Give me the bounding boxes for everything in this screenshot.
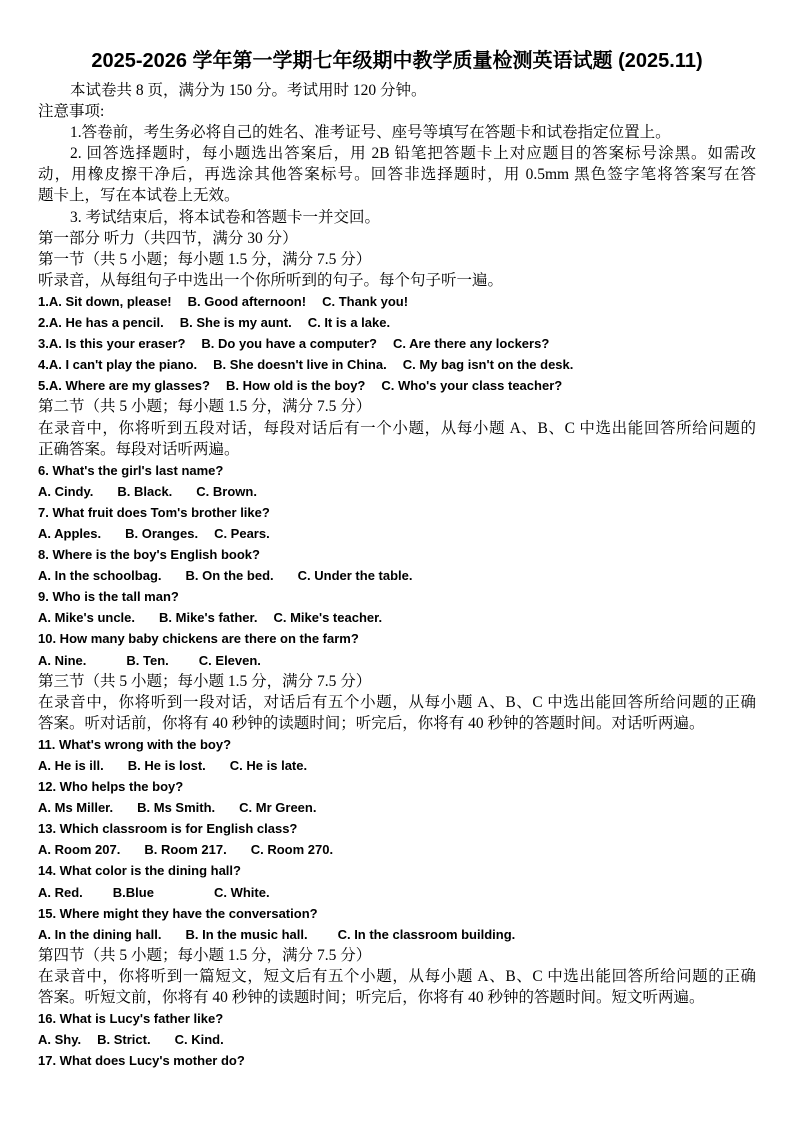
option-b: B. Room 217. <box>144 842 227 858</box>
option-c: C. Thank you! <box>322 293 409 309</box>
option-b: B.Blue <box>112 884 154 900</box>
question-16-options <box>38 1029 756 1050</box>
section-2-instruction-line-1: 在录音中，你将听到五段对话，每段对话后有一个小题，从每小题 A、B、C 中选出能回答所给问题的 <box>38 419 756 437</box>
question-6-options <box>38 481 756 502</box>
question-7-options <box>38 523 756 544</box>
option-c: C. Are there any lockers? <box>392 336 550 352</box>
exam-title: 2025-2026 学年第一学期七年级期中教学质量检测英语试题 (2025.11) <box>91 50 703 72</box>
option-a: A. Sit down, please! <box>48 293 172 309</box>
question-10-stem: 10. How many baby chickens are there on the farm? <box>38 631 359 647</box>
notice-2-line-3: 题卡上，写在本试卷上无效。 <box>38 187 240 205</box>
question-number: 1. <box>38 293 49 309</box>
question-15-stem: 15. Where might they have the conversation? <box>38 905 318 921</box>
option-a: A. Apples. <box>38 525 102 541</box>
question-number: 2. <box>38 315 49 331</box>
option-b: B. She doesn't live in China. <box>213 357 387 373</box>
question-8-stem: 8. Where is the boy's English book? <box>38 547 260 563</box>
option-c: C. Eleven. <box>198 652 261 668</box>
notice-3-line-1: 3. 考试结束后，将本试卷和答题卡一并交回。 <box>70 208 381 226</box>
question-12-options <box>38 797 756 818</box>
option-c: C. He is late. <box>229 758 308 773</box>
option-c: C. Room 270. <box>250 842 334 858</box>
option-c: C. Brown. <box>196 483 257 499</box>
option-a: A. In the schoolbag. <box>38 568 162 584</box>
question-9-stem: 9. Who is the tall man? <box>38 589 179 605</box>
option-c: C. White. <box>213 884 270 900</box>
question-4 <box>38 354 756 375</box>
section-3-instruction-line-2: 答案。听对话前，你将有 40 秒钟的读题时间；听完后，你将有 40 秒钟的答题时间。对话听两遍。 <box>38 714 705 732</box>
option-a: A. Nine. <box>38 652 87 668</box>
question-9-options <box>38 607 756 628</box>
option-c: C. Who's your class teacher? <box>381 378 563 394</box>
option-b: B. He is lost. <box>127 758 206 773</box>
option-b: B. Strict. <box>97 1032 151 1048</box>
option-b: B. Ten. <box>126 652 169 668</box>
question-8-options <box>38 565 756 586</box>
option-b: B. Mike's father. <box>159 610 258 626</box>
notice-2-line-2: 动，用橡皮擦干净后，再选涂其他答案标号。回答非选择题时，用 0.5mm 黑色签字笔将答案写在答 <box>38 166 756 184</box>
part-1-heading: 第一部分 听力（共四节，满分 30 分） <box>38 229 298 247</box>
question-1 <box>38 291 756 312</box>
option-b: B. Do you have a computer? <box>201 336 377 352</box>
section-4-instruction-line-2: 答案。听短文前，你将有 40 秒钟的读题时间；听完后，你将有 40 秒钟的答题时间。短文听两遍。 <box>38 989 705 1007</box>
option-b: B. Ms Smith. <box>137 800 216 816</box>
question-number: 3. <box>38 336 49 352</box>
notice-1-line-1: 1.答卷前，考生务必将自己的姓名、准考证号、座号等填写在答题卡和试卷指定位置上。 <box>70 124 671 142</box>
option-a: A. Room 207. <box>38 842 121 858</box>
question-14-options <box>38 882 756 903</box>
question-2 <box>38 312 756 333</box>
question-number: 4. <box>38 357 49 373</box>
question-12-stem: 12. Who helps the boy? <box>38 779 184 795</box>
option-a: A. In the dining hall. <box>38 926 162 942</box>
option-c: C. My bag isn't on the desk. <box>402 357 574 373</box>
option-a: A. Red. <box>38 884 83 900</box>
question-13-options <box>38 839 756 860</box>
option-a: A. He is ill. <box>38 758 104 773</box>
notice-2-line-1: 2. 回答选择题时，每小题选出答案后，用 2B 铅笔把答题卡上对应题目的答案标号涂黑。如需改 <box>70 145 756 163</box>
section-3-heading: 第三节（共 5 小题；每小题 1.5 分，满分 7.5 分） <box>38 672 372 690</box>
option-c: C. Under the table. <box>297 568 413 584</box>
notice-heading: 注意事项: <box>38 103 105 121</box>
exam-content <box>38 80 756 1071</box>
question-13-stem: 13. Which classroom is for English class? <box>38 821 298 837</box>
option-a: A. I can't play the piano. <box>48 357 198 373</box>
option-b: B. Good afternoon! <box>187 293 307 309</box>
question-number: 5. <box>38 378 49 394</box>
option-a: A. Cindy. <box>38 483 94 499</box>
question-3 <box>38 333 756 354</box>
question-10-options <box>38 650 756 671</box>
question-15-options <box>38 924 756 945</box>
section-2-heading: 第二节（共 5 小题；每小题 1.5 分，满分 7.5 分） <box>38 398 372 416</box>
section-3-instruction-line-1: 在录音中，你将听到一段对话，对话后有五个小题，从每小题 A、B、C 中选出能回答所给问题的正确 <box>38 693 756 711</box>
question-17-stem: 17. What does Lucy's mother do? <box>38 1053 245 1069</box>
option-a: A. He has a pencil. <box>48 315 164 331</box>
section-1-instruction: 听录音，从每组句子中选出一个你所听到的句子。每个句子听一遍。 <box>38 271 504 289</box>
section-4-instruction-line-1: 在录音中，你将听到一篇短文，短文后有五个小题，从每小题 A、B、C 中选出能回答所给问题的正确 <box>38 967 756 985</box>
option-b: B. Oranges. <box>125 525 199 541</box>
section-4-heading: 第四节（共 5 小题；每小题 1.5 分，满分 7.5 分） <box>38 946 372 964</box>
option-c: C. It is a lake. <box>307 315 391 331</box>
option-b: B. In the music hall. <box>185 926 308 942</box>
option-a: A. Is this your eraser? <box>48 336 186 352</box>
option-c: C. Kind. <box>174 1032 224 1048</box>
question-11-options <box>38 755 756 776</box>
option-a: A. Shy. <box>38 1032 82 1048</box>
question-14-stem: 14. What color is the dining hall? <box>38 863 241 879</box>
option-c: C. In the classroom building. <box>337 926 516 942</box>
option-a: A. Mike's uncle. <box>38 610 136 626</box>
option-b: B. Black. <box>117 483 173 499</box>
section-2-instruction-line-2: 正确答案。每段对话听两遍。 <box>38 440 240 458</box>
question-16-stem: 16. What is Lucy's father like? <box>38 1011 224 1027</box>
exam-summary: 本试卷共 8 页，满分为 150 分。考试用时 120 分钟。 <box>70 82 427 99</box>
option-b: B. On the bed. <box>185 568 274 584</box>
option-c: C. Pears. <box>214 525 270 541</box>
question-5 <box>38 375 756 396</box>
option-b: B. How old is the boy? <box>225 378 366 394</box>
option-a: A. Where are my glasses? <box>48 378 210 394</box>
question-6-stem: 6. What's the girl's last name? <box>38 462 224 478</box>
option-b: B. She is my aunt. <box>179 315 292 331</box>
question-11-stem: 11. What's wrong with the boy? <box>38 736 232 752</box>
option-a: A. Ms Miller. <box>38 800 114 816</box>
section-1-heading: 第一节（共 5 小题；每小题 1.5 分，满分 7.5 分） <box>38 250 372 268</box>
option-c: C. Mr Green. <box>239 800 317 816</box>
option-c: C. Mike's teacher. <box>273 610 383 626</box>
question-7-stem: 7. What fruit does Tom's brother like? <box>38 504 270 520</box>
